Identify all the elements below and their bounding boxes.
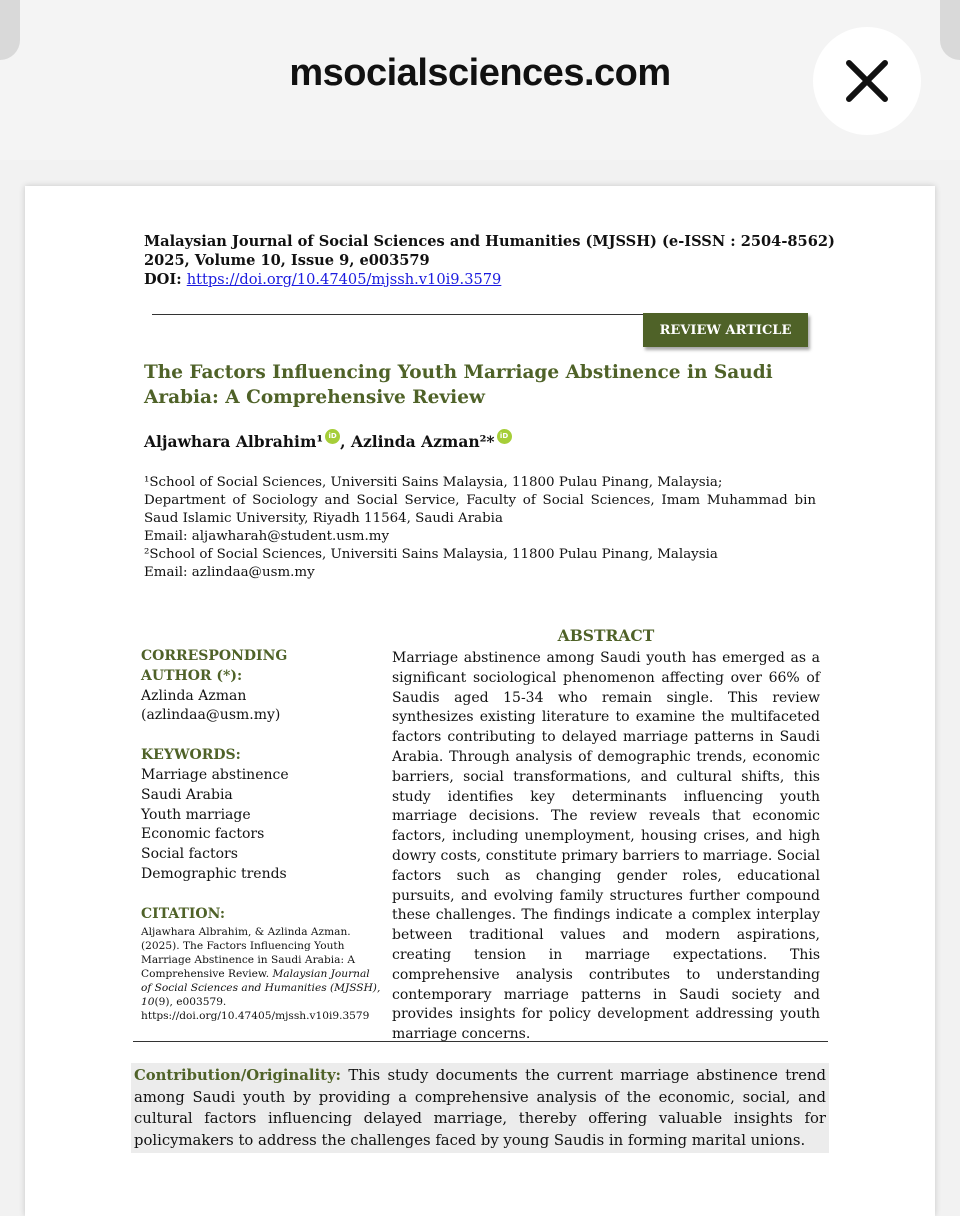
affiliation-line: Department of Sociology and Social Service, Faculty of Social Sciences, Imam Muhammad bin Saud Islamic University, Riyadh 11564, Saudi Arabia bbox=[144, 493, 816, 526]
citation-part: (9), e003579. bbox=[154, 995, 227, 1008]
journal-header bbox=[144, 232, 835, 289]
author-separator: , bbox=[340, 432, 351, 451]
journal-issue: 2025, Volume 10, Issue 9, e003579 bbox=[144, 252, 430, 269]
author-list bbox=[144, 432, 512, 451]
abstract-divider bbox=[133, 1041, 828, 1042]
affiliation-line: Email: aljawharah@student.usm.my bbox=[144, 529, 390, 544]
contribution-label: Contribution/Originality: bbox=[134, 1067, 342, 1084]
keyword-item: Marriage abstinence bbox=[141, 766, 289, 783]
spacer bbox=[141, 726, 381, 746]
author-1: Aljawhara Albrahim¹ bbox=[144, 432, 324, 451]
corresponding-heading: CORRESPONDING AUTHOR (*): bbox=[141, 648, 288, 684]
doi-label: DOI: bbox=[144, 271, 182, 288]
document-page bbox=[25, 186, 935, 1216]
keywords-heading: KEYWORDS: bbox=[141, 747, 241, 764]
close-button[interactable] bbox=[813, 27, 921, 135]
affiliation-line: Email: azlindaa@usm.my bbox=[144, 565, 315, 580]
abstract-text: Marriage abstinence among Saudi youth has emerged as a significant sociological phenomenon affecting over 66% of Saudis aged 15-34 who remain single. This review synthesizes existing literature to examine the multifaceted factors contributing to delayed marriage patterns in Saudi Arabia. Through analysis of demographic trends, economic barriers, social transformations, and cultural shifts, this study identifies key determinants influencing youth marriage decisions. The review reveals that economic factors, including unemployment, housing crises, and high dowry costs, constitute primary barriers to marriage. Social factors such as changing gender roles, educational pursuits, and evolving family structures further compound these challenges. The findings indicate a complex interplay between traditional values and modern aspirations, creating tension in marriage expectations. This comprehensive analysis contributes to understanding contemporary marriage patterns in Saudi society and provides insights for policy development addressing youth marriage concerns. bbox=[392, 650, 820, 1043]
article-type-badge: REVIEW ARTICLE bbox=[643, 313, 808, 347]
keyword-item: Demographic trends bbox=[141, 865, 287, 882]
keyword-item: Economic factors bbox=[141, 826, 265, 843]
affiliation-line: ¹School of Social Sciences, Universiti Sains Malaysia, 11800 Pulau Pinang, Malaysia; bbox=[144, 475, 723, 490]
corresponding-name: Azlinda Azman bbox=[141, 687, 247, 704]
corresponding-email: (azlindaa@usm.my) bbox=[141, 707, 281, 724]
sidebar-info bbox=[141, 647, 381, 1023]
citation-doi: https://doi.org/10.47405/mjssh.v10i9.3579 bbox=[141, 1009, 370, 1022]
window-corner-left bbox=[0, 0, 20, 60]
abstract-body bbox=[392, 649, 820, 1045]
contribution-box bbox=[131, 1063, 829, 1153]
citation-journal: Malaysian Journal of Social Sciences and Humanities (MJSSH), 10 bbox=[141, 967, 381, 1008]
author-2: Azlinda Azman²* bbox=[350, 432, 495, 451]
close-icon bbox=[843, 57, 891, 105]
article-title: The Factors Influencing Youth Marriage Abstinence in Saudi Arabia: A Comprehensive Review bbox=[144, 362, 773, 408]
affiliations bbox=[144, 474, 816, 582]
doi-line bbox=[144, 270, 835, 289]
contribution-text: This study documents the current marriage abstinence trend among Saudi youth by providing a comprehensive analysis of the economic, social, and cultural factors influencing delayed marriage, thereby offering valuable insights for policymakers to address the challenges faced by young Saudis in forming marital unions. bbox=[134, 1067, 826, 1149]
citation-heading: CITATION: bbox=[141, 905, 226, 922]
orcid-icon[interactable]: iD bbox=[325, 429, 340, 444]
browser-header bbox=[0, 0, 960, 160]
abstract-heading: ABSTRACT bbox=[557, 626, 655, 645]
spacer bbox=[141, 885, 381, 905]
window-corner-right bbox=[940, 0, 960, 60]
keyword-item: Social factors bbox=[141, 846, 238, 863]
orcid-icon[interactable]: iD bbox=[497, 429, 512, 444]
citation-text bbox=[141, 925, 381, 1023]
doi-link[interactable]: https://doi.org/10.47405/mjssh.v10i9.3579 bbox=[186, 271, 502, 288]
affiliation-line: ²School of Social Sciences, Universiti Sains Malaysia, 11800 Pulau Pinang, Malaysia bbox=[144, 547, 718, 562]
site-domain: msocialsciences.com bbox=[289, 52, 671, 94]
journal-name: Malaysian Journal of Social Sciences and Humanities (MJSSH) (e-ISSN : 2504-8562) bbox=[144, 233, 835, 250]
keyword-item: Saudi Arabia bbox=[141, 786, 233, 803]
citation-part: Aljawhara Albrahim, & Azlinda Azman. (2025). The Factors Influencing Youth Marriage Abstinence in Saudi Arabia: A Comprehensive Review. bbox=[141, 925, 356, 980]
keyword-item: Youth marriage bbox=[141, 806, 251, 823]
